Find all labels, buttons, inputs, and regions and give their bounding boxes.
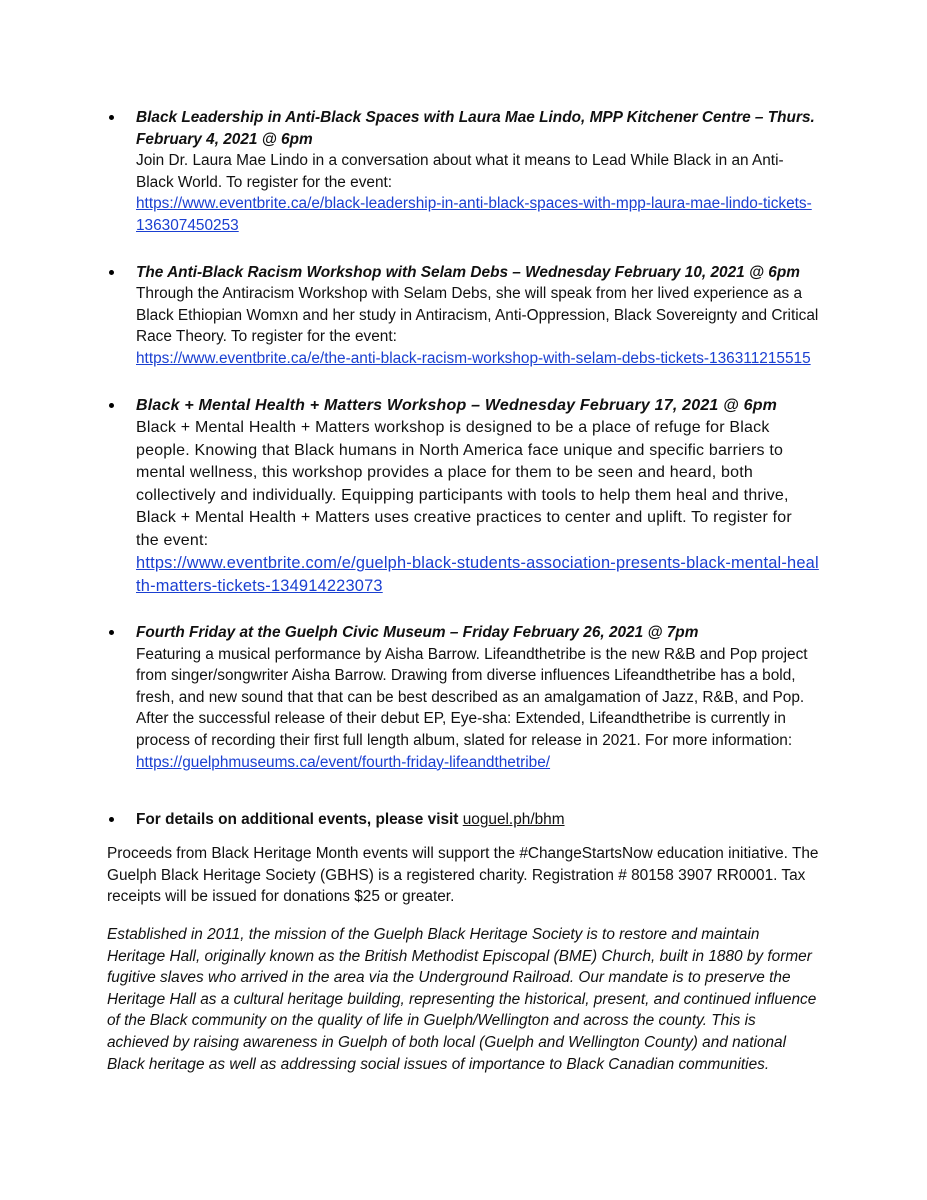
additional-events-label: For details on additional events, please visit (136, 811, 463, 828)
event-register-link[interactable]: https://www.eventbrite.com/e/guelph-black-students-association-presents-black-mental-health-matters-tickets-134914223073 (136, 554, 819, 595)
event-description: Featuring a musical performance by Aisha Barrow. Lifeandthetribe is the new R&B and Pop project from singer/songwriter Aisha Barrow. Drawing from diverse influences Lifeandthetribe has a bold, fresh, and new sound that that can be best described as an amalgamation of Jazz, R&B, and Pop. After the successful release of their debut EP, Eye-sha: Extended, Lifeandthetribe is currently in process of recording their first full length album, slated for release in 2021. For more information: (136, 645, 808, 749)
event-item-mental-health (107, 395, 819, 598)
additional-events (107, 809, 819, 831)
event-description: Join Dr. Laura Mae Lindo in a conversation about what it means to Lead While Black in an Anti-Black World. To register for the event: (136, 152, 784, 191)
mission-paragraph: Established in 2011, the mission of the Guelph Black Heritage Society is to restore and maintain Heritage Hall, originally known as the British Methodist Episcopal (BME) Church, built in 1880 by former fugitive slaves who arrived in the area via the Underground Railroad. Our mandate is to preserve the Heritage Hall as a cultural heritage building, representing the historical, present, and continued influence of the Black community on the quality of life in Guelph/Wellington and across the county. This is achieved by raising awareness in Guelph of both local (Guelph and Wellington County) and national Black heritage as well as addressing social issues of importance to Black Canadian communities. (107, 926, 817, 1073)
event-title: Fourth Friday at the Guelph Civic Museum – Friday February 26, 2021 @ 7pm (136, 624, 699, 642)
additional-events-link[interactable]: uoguel.ph/bhm (462, 811, 565, 828)
event-register-link[interactable]: https://www.eventbrite.ca/e/black-leadership-in-anti-black-spaces-with-mpp-laura-mae-lindo-tickets-136307450253 (136, 195, 812, 234)
event-description: Black + Mental Health + Matters workshop is designed to be a place of refuge for Black people. Knowing that Black humans in North America face unique and specific barriers to mental wellness, this workshop provides a place for them to be seen and heard, both collectively and individually. Equipping participants with tools to help them heal and thrive, Black + Mental Health + Matters uses creative practices to center and uplift. To register for the event: (136, 419, 792, 549)
proceeds-paragraph: Proceeds from Black Heritage Month events will support the #ChangeStartsNow education initiative. The Guelph Black Heritage Society (GBHS) is a registered charity. Registration # 80158 3907 RR0001. Tax receipts will be issued for donations $25 or greater. (107, 845, 819, 906)
event-description: Through the Antiracism Workshop with Selam Debs, she will speak from her lived experience as a Black Ethiopian Womxn and her study in Antiracism, Anti-Oppression, Black Sovereignty and Critical Race Theory. To register for the event: (136, 285, 819, 346)
event-list (107, 107, 819, 798)
event-title: The Anti-Black Racism Workshop with Selam Debs – Wednesday February 10, 2021 @ 6pm (136, 263, 800, 281)
event-title: Black + Mental Health + Matters Workshop – Wednesday February 17, 2021 @ 6pm (136, 396, 778, 414)
event-register-link[interactable]: https://www.eventbrite.ca/e/the-anti-black-racism-workshop-with-selam-debs-tickets-136311215515 (136, 349, 811, 367)
event-item-fourth-friday (107, 622, 819, 773)
event-item-leadership (107, 107, 819, 237)
event-title: Black Leadership in Anti-Black Spaces with Laura Mae Lindo, MPP Kitchener Centre – Thurs. February 4, 2021 @ 6pm (136, 109, 815, 148)
event-info-link[interactable]: https://guelphmuseums.ca/event/fourth-friday-lifeandthetribe/ (136, 753, 551, 771)
event-item-antiracism-workshop (107, 262, 819, 370)
